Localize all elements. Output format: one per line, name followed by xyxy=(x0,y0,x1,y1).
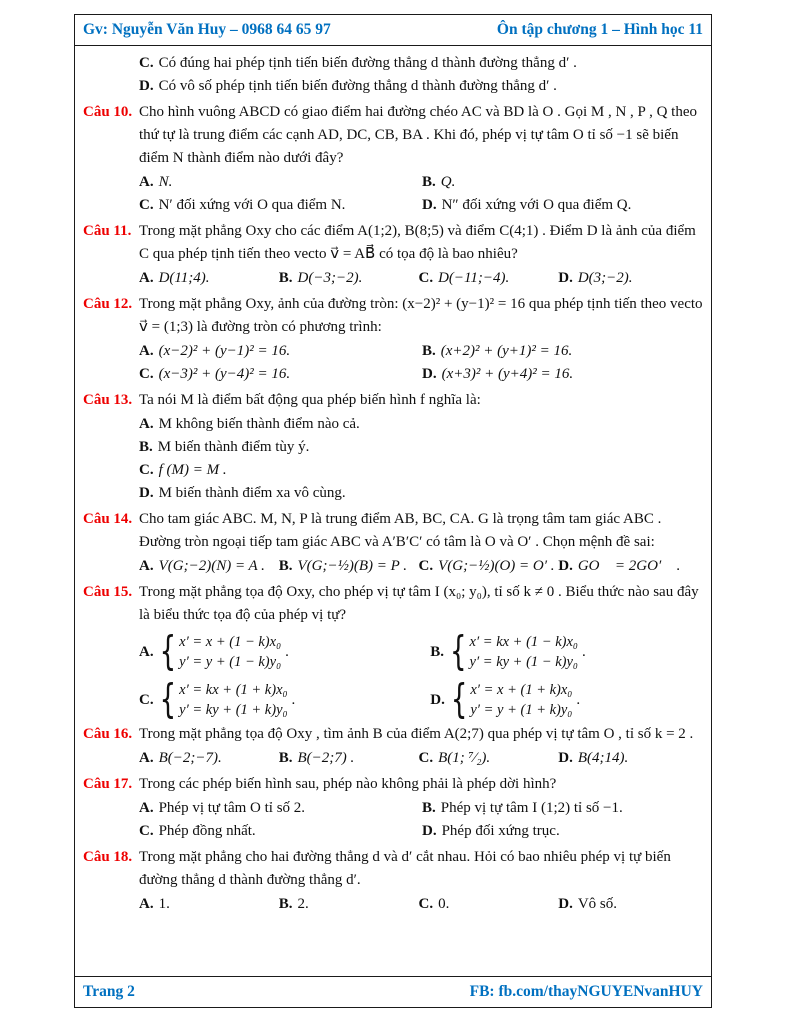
options xyxy=(83,340,705,386)
question-17 xyxy=(83,773,705,843)
options xyxy=(83,171,705,217)
question-number: Câu 11. xyxy=(83,223,132,239)
option-d: D. M biến thành điểm xa vô cùng. xyxy=(139,485,346,501)
question-stem xyxy=(83,846,705,892)
question-text: Cho tam giác ABC. M, N, P là trung điểm AB, BC, CA. G là trọng tâm tam giác ABC . Đường tròn ngoại tiếp tam giác ABC và A′B′C′ có tâm là O và O′ . Chọn mệnh đề sai: xyxy=(139,511,662,550)
option-d: D. GO⃗ = 2GO′⃗ . xyxy=(558,558,681,574)
header-chapter-title: Ôn tập chương 1 – Hình học 11 xyxy=(496,21,703,38)
options xyxy=(83,267,705,290)
question-number: Câu 16. xyxy=(83,726,133,742)
question-text: Trong mặt phẳng Oxy cho các điểm A(1;2), B(8;5) và điểm C(4;1) . Điểm D là ảnh của điểm C qua phép tịnh tiến theo vecto v⃗ = AB⃗ có tọa độ là bao nhiêu? xyxy=(139,223,696,262)
option-a: A. Phép vị tự tâm O tỉ số 2. xyxy=(139,800,306,816)
options xyxy=(83,632,705,720)
question-10 xyxy=(83,101,705,217)
question-area xyxy=(75,46,711,976)
question-number: Câu 14. xyxy=(83,511,133,527)
question-11 xyxy=(83,220,705,290)
option-b: B. D(−3;−2). xyxy=(278,270,363,286)
question-text: Trong mặt phẳng cho hai đường thẳng d và d′ cắt nhau. Hỏi có bao nhiêu phép vị tự biến đường thẳng d thành đường thẳng d′. xyxy=(139,849,671,888)
option-c: C. { x′ = kx + (1 + k)x₀ y′ = ky + (1 + k)y₀ . xyxy=(139,680,296,720)
option-a: A. M không biến thành điểm nào cả. xyxy=(139,416,360,432)
option-d: D. Vô số. xyxy=(558,896,618,912)
option-b: B. 2. xyxy=(278,896,309,912)
option-b: B. Phép vị tự tâm I (1;2) tỉ số −1. xyxy=(422,800,623,816)
option-d: D. (x+3)² + (y+4)² = 16. xyxy=(422,366,574,382)
options xyxy=(83,747,705,770)
continuation-options xyxy=(83,52,705,98)
brace-icon: { xyxy=(159,632,177,672)
question-stem xyxy=(83,723,705,746)
question-text: Trong mặt phẳng tọa độ Oxy , tìm ảnh B của điểm A(2;7) qua phép vị tự tâm O , tỉ số k = 2 . xyxy=(139,726,694,742)
option-d: D. B(4;14). xyxy=(558,750,629,766)
question-13 xyxy=(83,389,705,505)
question-number: Câu 10. xyxy=(83,104,133,120)
footer-page-number: Trang 2 xyxy=(83,983,135,1000)
option-b: B. V(G;−½)(B) = P . xyxy=(278,558,408,574)
option-c: C. V(G;−½)(O) = O′ . xyxy=(418,558,555,574)
option-c: C. Phép đồng nhất. xyxy=(139,823,256,839)
question-18 xyxy=(83,846,705,916)
question-number: Câu 12. xyxy=(83,296,133,312)
option-a: A. D(11;4). xyxy=(139,270,210,286)
brace-icon: { xyxy=(450,680,468,720)
option-key: D. xyxy=(139,78,154,94)
option-c: C. (x−3)² + (y−4)² = 16. xyxy=(139,366,291,382)
question-stem xyxy=(83,508,705,554)
option-b: B. Q. xyxy=(422,174,456,190)
option-key: C. xyxy=(139,55,154,71)
question-text: Cho hình vuông ABCD có giao điểm hai đường chéo AC và BD là O . Gọi M , N , P , Q theo thứ tự là trung điểm các cạnh AD, DC, CB, BA . Khi đó, phép vị tự tâm O tỉ số −1 sẽ biến điểm N thành điểm nào dưới đây? xyxy=(139,104,697,166)
question-14 xyxy=(83,508,705,578)
question-text: Trong mặt phẳng tọa độ Oxy, cho phép vị tự tâm I (x₀; y₀), tỉ số k ≠ 0 . Biểu thức nào sau đây là biểu thức tọa độ của phép vị tự? xyxy=(139,584,699,623)
option-a: A. B(−2;−7). xyxy=(139,750,222,766)
option-d: D. N″ đối xứng với O qua điểm Q. xyxy=(422,197,632,213)
question-stem xyxy=(83,389,705,412)
option-b: B. { x′ = kx + (1 − k)x₀ y′ = ky + (1 − k)y₀ . xyxy=(430,632,586,672)
option-text: Có đúng hai phép tịnh tiến biến đường thẳng d thành đường thẳng d′ . xyxy=(158,55,577,71)
page-footer xyxy=(75,976,711,1008)
brace-icon: { xyxy=(450,632,467,672)
question-number: Câu 18. xyxy=(83,849,133,865)
option-a: A. V(G;−2)(N) = A . xyxy=(139,558,265,574)
question-15 xyxy=(83,581,705,720)
worksheet-page xyxy=(74,14,712,1008)
options xyxy=(83,413,705,505)
question-stem xyxy=(83,581,705,627)
option-a: A. N. xyxy=(139,174,173,190)
option-b: B. (x+2)² + (y+1)² = 16. xyxy=(422,343,573,359)
question-16 xyxy=(83,723,705,770)
header-teacher-info: Gv: Nguyễn Văn Huy – 0968 64 65 97 xyxy=(83,21,331,38)
option-text: Có vô số phép tịnh tiến biến đường thẳng d thành đường thẳng d′ . xyxy=(158,78,557,94)
option-d xyxy=(139,75,705,98)
option-c: C. 0. xyxy=(418,896,450,912)
question-text: Trong các phép biến hình sau, phép nào không phải là phép dời hình? xyxy=(139,776,557,792)
option-c: C. N′ đối xứng với O qua điểm N. xyxy=(139,197,346,213)
option-d: D. D(3;−2). xyxy=(558,270,633,286)
option-a: A. { x′ = x + (1 − k)x₀ y′ = y + (1 − k)y₀ . xyxy=(139,632,289,672)
question-number: Câu 13. xyxy=(83,392,133,408)
footer-facebook-link: FB: fb.com/thayNGUYENvanHUY xyxy=(469,983,703,1000)
options xyxy=(83,797,705,843)
question-12 xyxy=(83,293,705,386)
page-header xyxy=(75,14,711,46)
question-text: Ta nói M là điểm bất động qua phép biến hình f nghĩa là: xyxy=(139,392,481,408)
question-stem xyxy=(83,293,705,339)
option-c: C. D(−11;−4). xyxy=(418,270,510,286)
option-b: B. B(−2;7) . xyxy=(278,750,355,766)
question-stem xyxy=(83,773,705,796)
question-text: Trong mặt phẳng Oxy, ảnh của đường tròn: (x−2)² + (y−1)² = 16 qua phép tịnh tiến theo vecto v⃗ = (1;3) là đường tròn có phương trình: xyxy=(139,296,703,335)
question-number: Câu 15. xyxy=(83,584,133,600)
options xyxy=(83,893,705,916)
option-d: D. { x′ = x + (1 + k)x₀ y′ = y + (1 + k)y₀ . xyxy=(430,680,581,720)
brace-icon: { xyxy=(159,680,177,720)
option-a: A. 1. xyxy=(139,896,170,912)
question-stem xyxy=(83,220,705,266)
option-c: C. f (M) = M . xyxy=(139,462,227,478)
option-d: D. Phép đối xứng trục. xyxy=(422,823,560,839)
option-c: C. B(1; ⁷⁄₂). xyxy=(418,750,491,766)
question-number: Câu 17. xyxy=(83,776,133,792)
question-stem xyxy=(83,101,705,170)
options xyxy=(83,555,705,578)
option-b: B. M biến thành điểm tùy ý. xyxy=(139,439,310,455)
option-a: A. (x−2)² + (y−1)² = 16. xyxy=(139,343,291,359)
option-c xyxy=(139,52,705,75)
